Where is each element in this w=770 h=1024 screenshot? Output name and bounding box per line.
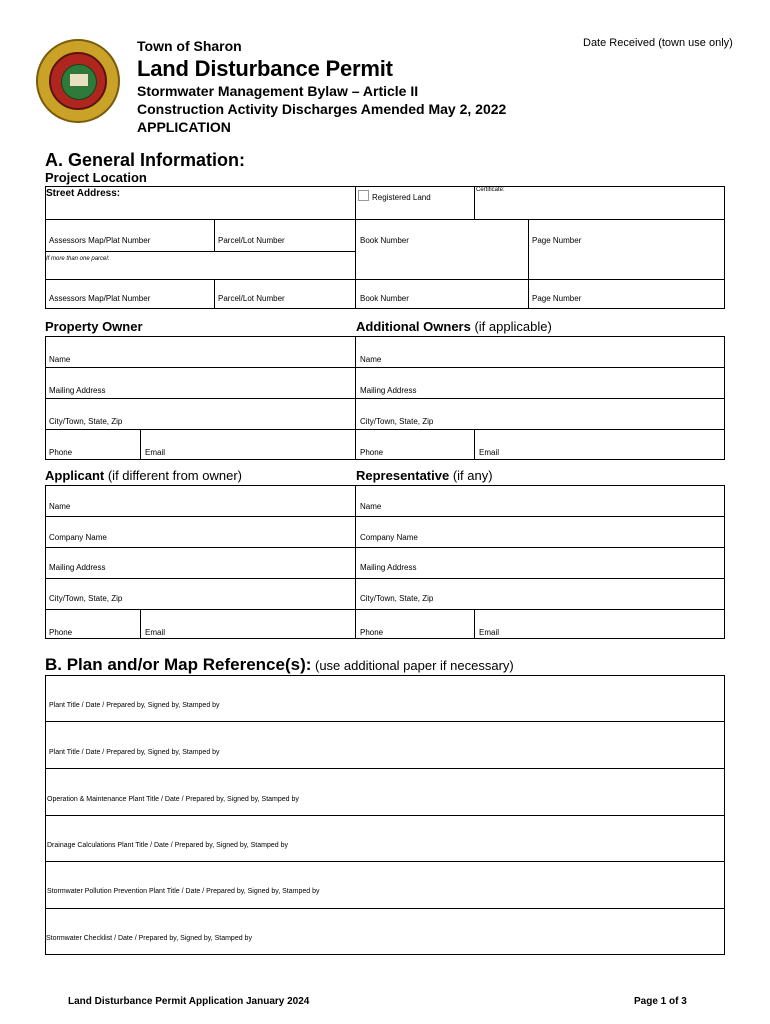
owner-mailing-label: Mailing Address bbox=[49, 386, 106, 395]
applicant-phone-label: Phone bbox=[49, 628, 73, 637]
property-owner-heading: Property Owner bbox=[45, 319, 143, 334]
plan-reference-row-1: Plant Title / Date / Prepared by, Signed by, Stamped by bbox=[49, 702, 220, 709]
divider bbox=[214, 219, 215, 251]
registered-land-label: Registered Land bbox=[372, 193, 431, 202]
seal-house-icon bbox=[70, 74, 88, 86]
divider bbox=[45, 578, 725, 579]
assessors-map-label: Assessors Map/Plat Number bbox=[49, 236, 151, 245]
project-location-heading: Project Location bbox=[45, 170, 147, 185]
subtitle-bylaw: Stormwater Management Bylaw – Article II bbox=[137, 83, 419, 99]
representative-company-label: Company Name bbox=[360, 533, 418, 542]
book-number-label: Book Number bbox=[360, 236, 409, 245]
owner-phone-label: Phone bbox=[49, 448, 73, 457]
representative-email-label: Email bbox=[479, 628, 500, 637]
divider bbox=[45, 279, 725, 280]
section-b-heading: B. Plan and/or Map Reference(s): (use additional paper if necessary) bbox=[45, 655, 514, 674]
representative-city-label: City/Town, State, Zip bbox=[360, 594, 434, 603]
project-location-box bbox=[45, 186, 725, 309]
page-number-label-2: Page Number bbox=[532, 294, 582, 303]
divider bbox=[214, 279, 215, 309]
additional-owner-email-label: Email bbox=[479, 448, 500, 457]
street-address-label: Street Address: bbox=[46, 188, 121, 199]
applicant-email-label: Email bbox=[145, 628, 166, 637]
divider bbox=[140, 609, 141, 639]
representative-mailing-label: Mailing Address bbox=[360, 563, 417, 572]
divider bbox=[45, 547, 725, 548]
divider bbox=[45, 251, 355, 252]
owner-city-label: City/Town, State, Zip bbox=[49, 417, 123, 426]
divider bbox=[474, 429, 475, 460]
seal-core bbox=[61, 64, 97, 100]
subtitle-amended: Construction Activity Discharges Amended May 2, 2022 bbox=[137, 101, 507, 117]
seal-inner-ring bbox=[49, 52, 107, 110]
applicant-heading: Applicant (if different from owner) bbox=[45, 468, 242, 483]
registered-land-checkbox[interactable] bbox=[358, 190, 369, 201]
divider bbox=[45, 609, 725, 610]
divider bbox=[45, 516, 725, 517]
plan-reference-row-3: Operation & Maintenance Plant Title / Date / Prepared by, Signed by, Stamped by bbox=[47, 796, 299, 803]
section-a-heading: A. General Information: bbox=[45, 150, 246, 170]
divider bbox=[355, 485, 356, 639]
divider bbox=[45, 721, 725, 722]
divider bbox=[45, 861, 725, 862]
owner-name-label: Name bbox=[49, 355, 71, 364]
divider bbox=[45, 219, 725, 220]
representative-phone-label: Phone bbox=[360, 628, 384, 637]
applicant-mailing-label: Mailing Address bbox=[49, 563, 106, 572]
page-number-label: Page Number bbox=[532, 236, 582, 245]
more-than-one-parcel-label: If more than one parcel: bbox=[46, 256, 110, 262]
divider bbox=[45, 367, 725, 368]
parcel-lot-label-2: Parcel/Lot Number bbox=[218, 294, 285, 303]
additional-owner-mailing-label: Mailing Address bbox=[360, 386, 417, 395]
divider bbox=[45, 429, 725, 430]
divider bbox=[474, 186, 475, 219]
plan-reference-row-5: Stormwater Pollution Prevention Plant Title / Date / Prepared by, Signed by, Stamped by bbox=[47, 888, 320, 895]
book-number-label-2: Book Number bbox=[360, 294, 409, 303]
divider bbox=[528, 219, 529, 309]
divider bbox=[45, 398, 725, 399]
page-title: Land Disturbance Permit bbox=[137, 56, 393, 81]
additional-owner-phone-label: Phone bbox=[360, 448, 384, 457]
additional-owner-name-label: Name bbox=[360, 355, 382, 364]
additional-owner-city-label: City/Town, State, Zip bbox=[360, 417, 434, 426]
footer-page-number: Page 1 of 3 bbox=[634, 996, 687, 1007]
divider bbox=[45, 768, 725, 769]
subtitle-application: APPLICATION bbox=[137, 119, 231, 135]
date-received-label: Date Received (town use only) bbox=[583, 37, 733, 49]
additional-owners-heading: Additional Owners (if applicable) bbox=[356, 319, 552, 334]
representative-name-label: Name bbox=[360, 502, 382, 511]
certificate-label: Certificate: bbox=[476, 187, 505, 193]
divider bbox=[355, 186, 356, 309]
owner-email-label: Email bbox=[145, 448, 166, 457]
divider bbox=[474, 609, 475, 639]
town-name: Town of Sharon bbox=[137, 38, 242, 54]
parcel-lot-label: Parcel/Lot Number bbox=[218, 236, 285, 245]
applicant-name-label: Name bbox=[49, 502, 71, 511]
divider bbox=[45, 815, 725, 816]
representative-heading: Representative (if any) bbox=[356, 468, 493, 483]
footer-document-title: Land Disturbance Permit Application January 2024 bbox=[68, 996, 310, 1007]
divider bbox=[45, 908, 725, 909]
plan-reference-row-6: Stormwater Checklist / Date / Prepared by, Signed by, Stamped by bbox=[46, 935, 252, 942]
applicant-city-label: City/Town, State, Zip bbox=[49, 594, 123, 603]
applicant-company-label: Company Name bbox=[49, 533, 107, 542]
divider bbox=[140, 429, 141, 460]
town-seal-logo bbox=[36, 39, 120, 123]
assessors-map-label-2: Assessors Map/Plat Number bbox=[49, 294, 151, 303]
applicants-box bbox=[45, 485, 725, 639]
plan-reference-row-2: Plant Title / Date / Prepared by, Signed by, Stamped by bbox=[49, 749, 220, 756]
plan-reference-row-4: Drainage Calculations Plant Title / Date / Prepared by, Signed by, Stamped by bbox=[47, 842, 288, 849]
